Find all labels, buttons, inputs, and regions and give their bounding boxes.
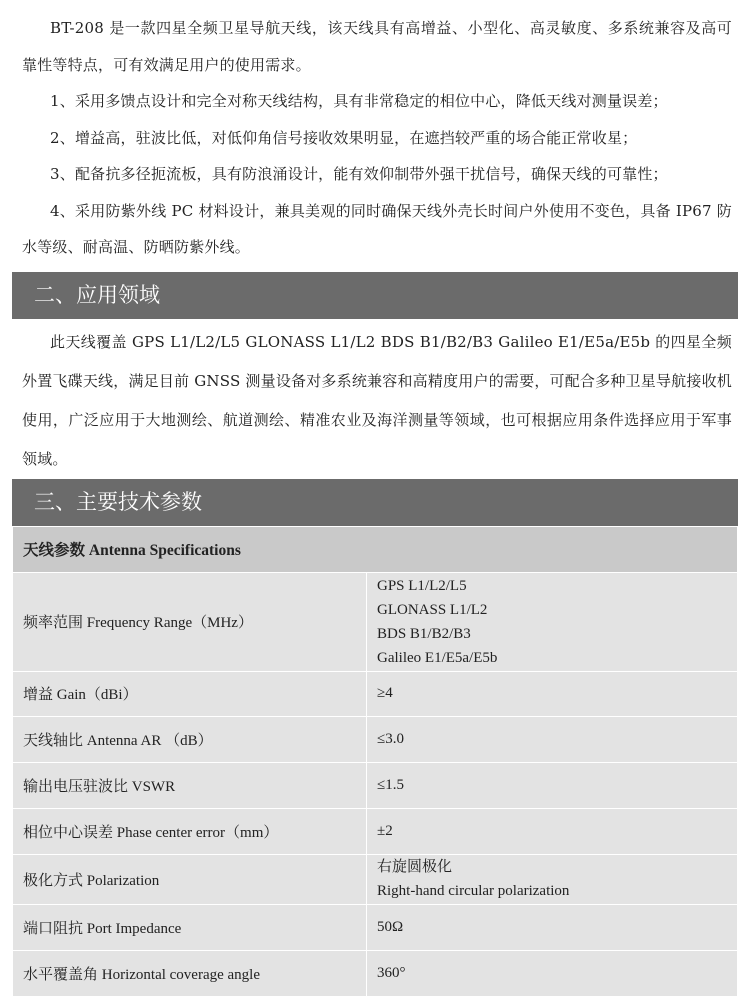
feature-item: 2、增益高，驻波比低，对低仰角信号接收效果明显，在遮挡较严重的场合能正常收星；	[50, 128, 638, 147]
section-header-applications: 二、应用领域	[12, 272, 738, 319]
spec-row	[13, 808, 738, 854]
spec-value-line: GPS L1/L2/L5	[377, 577, 467, 594]
spec-value	[367, 572, 738, 671]
spec-row	[13, 762, 738, 808]
spec-name: 输出电压驻波比 VSWR	[13, 762, 367, 808]
intro-section	[0, 0, 750, 266]
spec-value-line: BDS B1/B2/B3	[377, 625, 471, 642]
spec-row	[13, 716, 738, 762]
spec-table-title-row	[13, 526, 738, 572]
spec-name: 频率范围 Frequency Range（MHz）	[13, 572, 367, 671]
spec-name: 极化方式 Polarization	[13, 854, 367, 904]
spec-row	[13, 904, 738, 950]
applications-section	[0, 319, 750, 479]
spec-name: 相位中心误差 Phase center error（mm）	[13, 808, 367, 854]
spec-table-title: 天线参数 Antenna Specifications	[13, 526, 738, 572]
spec-value: 50Ω	[367, 904, 738, 950]
spec-value: ≥4	[367, 671, 738, 716]
section-header-specs: 三、主要技术参数	[12, 479, 738, 526]
spec-name: 端口阻抗 Port Impedance	[13, 904, 367, 950]
spec-value	[367, 854, 738, 904]
spec-row	[13, 572, 738, 671]
intro-paragraph: BT-208 是一款四星全频卫星导航天线，该天线具有高增益、小型化、高灵敏度、多系统兼容及高可靠性等特点，可有效满足用户的使用需求。	[22, 19, 732, 74]
feature-item: 1、采用多馈点设计和完全对称天线结构，具有非常稳定的相位中心，降低天线对测量误差；	[50, 92, 668, 110]
feature-item: 3、配备抗多径扼流板，具有防浪涌设计，能有效仰制带外强干扰信号，确保天线的可靠性；	[50, 165, 668, 183]
feature-item: 4、采用防紫外线 PC 材料设计，兼具美观的同时确保天线外壳长时间户外使用不变色，具备 IP67 防水等级、耐高温、防晒防紫外线。	[22, 201, 732, 256]
spec-row	[13, 671, 738, 716]
spec-value: ±2	[367, 808, 738, 854]
spec-value-line: 右旋圆极化	[377, 859, 453, 875]
spec-value-line: GLONASS L1/L2	[377, 601, 488, 618]
applications-paragraph: 此天线覆盖 GPS L1/L2/L5 GLONASS L1/L2 BDS B1/B2/B3 Galileo E1/E5a/E5b 的四星全频外置飞碟天线，满足目前 GNSS 测量设备对多系统兼容和高精度用户的需要，可配合多种卫星导航接收机使用，广泛应用于大地测绘、航道测绘、精准农业及海洋测量等领域，也可根据应用条件选择应用于军事领域。	[22, 332, 732, 468]
spec-name: 天线轴比 Antenna AR （dB）	[13, 716, 367, 762]
spec-value-line: Right-hand circular polarization	[377, 883, 570, 899]
spec-value: 360°	[367, 950, 738, 996]
spec-value: ≤3.0	[367, 716, 738, 762]
spec-row	[13, 854, 738, 904]
spec-row	[13, 950, 738, 996]
spec-value-line: Galileo E1/E5a/E5b	[377, 649, 498, 666]
spec-name: 增益 Gain（dBi）	[13, 671, 367, 716]
spec-name: 水平覆盖角 Horizontal coverage angle	[13, 950, 367, 996]
spec-table	[12, 526, 738, 997]
spec-value: ≤1.5	[367, 762, 738, 808]
